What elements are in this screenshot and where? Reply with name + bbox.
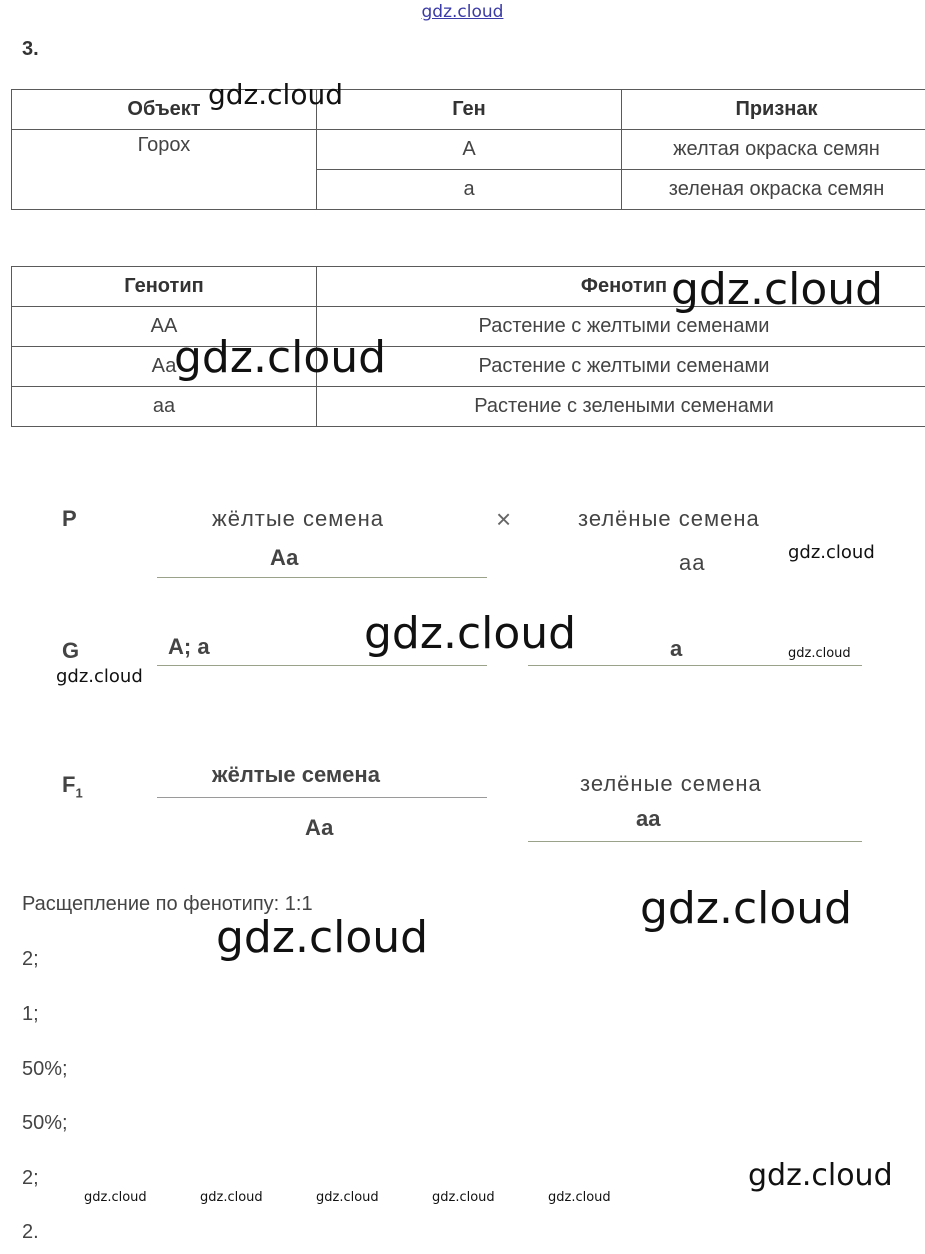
parent-right-phenotype: зелёные семена xyxy=(578,506,760,531)
divider xyxy=(157,797,487,798)
trait-cell: зеленая окраска семян xyxy=(622,170,925,210)
task-number: 3. xyxy=(22,38,39,60)
answer-line: 50%; xyxy=(22,1058,68,1080)
parent-right-genotype: аа xyxy=(679,550,706,575)
gametes-right: а xyxy=(670,636,683,661)
offspring-right-genotype: аа xyxy=(636,806,661,831)
f1-label xyxy=(62,772,83,800)
answer-line: 2; xyxy=(22,1167,39,1189)
offspring-left-genotype: Аа xyxy=(305,815,334,840)
watermark: gdz.cloud xyxy=(788,542,875,563)
column-header: Генотип xyxy=(12,267,317,307)
table-row xyxy=(12,387,925,427)
phenotype-cell: Растение с зелеными семенами xyxy=(317,387,925,427)
divider xyxy=(528,665,862,666)
f1-subscript: 1 xyxy=(75,785,83,801)
genotype-cell: Аа xyxy=(12,347,317,387)
table-row xyxy=(12,130,925,170)
gametes-label: G xyxy=(62,638,80,663)
watermark: gdz.cloud xyxy=(640,883,853,934)
watermark: gdz.cloud xyxy=(671,264,884,315)
watermark: gdz.cloud xyxy=(216,912,429,963)
watermark: gdz.cloud xyxy=(788,646,851,661)
column-header: Фенотип xyxy=(317,267,925,307)
watermark: gdz.cloud xyxy=(56,666,143,687)
gene-cell: А xyxy=(317,130,622,170)
answer-line: 2. xyxy=(22,1221,39,1243)
parent-left-phenotype: жёлтые семена xyxy=(212,506,385,531)
column-header: Ген xyxy=(317,90,622,130)
watermark: gdz.cloud xyxy=(748,1158,893,1193)
watermark: gdz.cloud xyxy=(316,1190,379,1205)
table-header-row xyxy=(12,90,925,130)
column-header: Объект xyxy=(12,90,317,130)
object-cell: Горох xyxy=(12,130,317,210)
watermark: gdz.cloud xyxy=(208,78,343,111)
watermark: gdz.cloud xyxy=(364,608,577,659)
watermark: gdz.cloud xyxy=(432,1190,495,1205)
genotype-cell: АА xyxy=(12,307,317,347)
gametes-left: А; а xyxy=(168,634,210,659)
gene-cell: а xyxy=(317,170,622,210)
watermark: gdz.cloud xyxy=(174,332,387,383)
parent-left-genotype: Аа xyxy=(270,545,299,570)
table-row xyxy=(12,347,925,387)
watermark: gdz.cloud xyxy=(200,1190,263,1205)
offspring-right-phenotype: зелёные семена xyxy=(580,771,762,796)
answer-line: 1; xyxy=(22,1003,39,1025)
gene-trait-table xyxy=(11,89,925,210)
parents-label: P xyxy=(62,506,77,531)
divider xyxy=(157,665,487,666)
cross-sign: × xyxy=(496,504,512,534)
phenotype-cell: Растение с желтыми семенами xyxy=(317,347,925,387)
phenotype-split: Расщепление по фенотипу: 1:1 xyxy=(22,893,313,915)
f1-letter: F xyxy=(62,772,76,797)
trait-cell: желтая окраска семян xyxy=(622,130,925,170)
divider xyxy=(528,841,862,842)
divider xyxy=(157,577,487,578)
site-link[interactable]: gdz.cloud xyxy=(421,2,504,22)
genotype-cell: аа xyxy=(12,387,317,427)
answer-line: 50%; xyxy=(22,1112,68,1134)
watermark: gdz.cloud xyxy=(548,1190,611,1205)
column-header: Признак xyxy=(622,90,925,130)
offspring-left-phenotype: жёлтые семена xyxy=(212,762,380,787)
watermark: gdz.cloud xyxy=(84,1190,147,1205)
phenotype-cell: Растение с желтыми семенами xyxy=(317,307,925,347)
answer-line: 2; xyxy=(22,948,39,970)
